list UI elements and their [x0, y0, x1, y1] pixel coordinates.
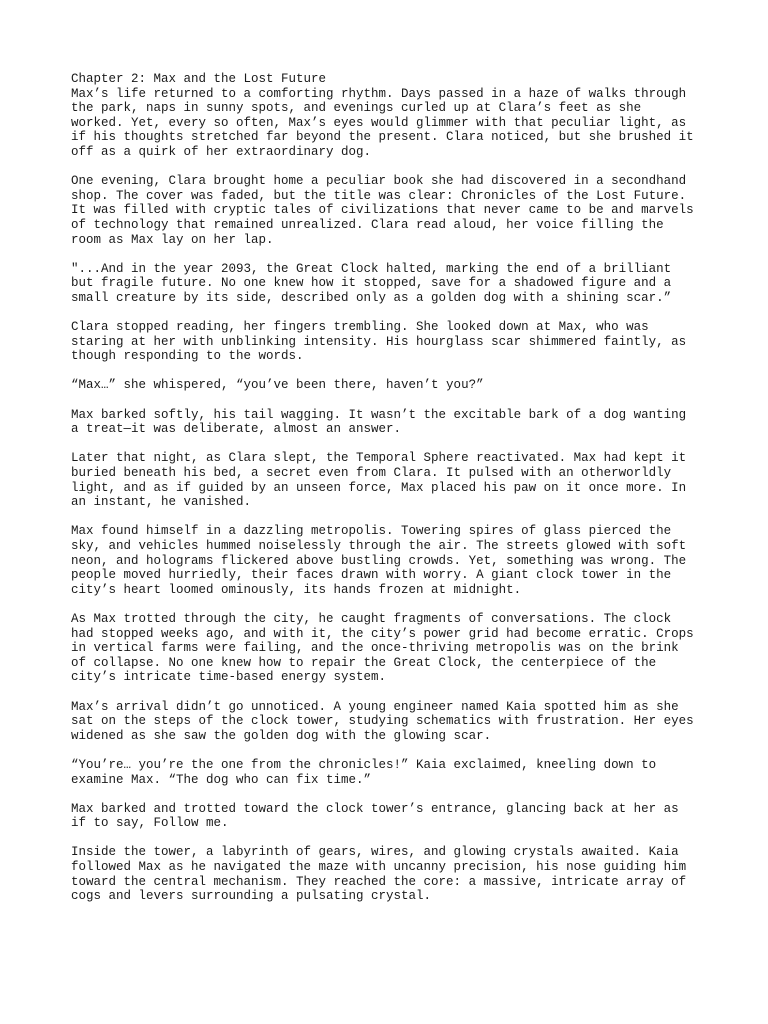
- paragraph: Max barked and trotted toward the clock tower’s entrance, glancing back at her as if to say, Follow me.: [71, 801, 679, 831]
- chapter-title: Chapter 2: Max and the Lost Future: [71, 72, 327, 86]
- paragraph: Max’s life returned to a comforting rhythm. Days passed in a haze of walks through the park, naps in sunny spots, and evenings curled up at Clara’s feet as she worked. Yet, every so often, Max’s eyes would glimmer with that peculiar light, as if his thoughts stretched far beyond the present. Clara noticed, but she brushed it off as a quirk of her extraordinary dog.: [71, 86, 694, 159]
- paragraph: As Max trotted through the city, he caught fragments of conversations. The clock had stopped weeks ago, and with it, the city’s power grid had become erratic. Crops in vertical farms were failing, and the once-thriving metropolis was on the brink of collapse. No one knew how to repair the Great Clock, the centerpiece of the city’s intricate time-based energy system.: [71, 611, 694, 685]
- paragraph: "...And in the year 2093, the Great Clock halted, marking the end of a brilliant but fragile future. No one knew how it stopped, save for a shadowed figure and a small creature by its side, described only as a golden dog with a shining scar.”: [71, 261, 672, 305]
- paragraph: Clara stopped reading, her fingers trembling. She looked down at Max, who was staring at her with unblinking intensity. His hourglass scar shimmered faintly, as though responding to the words.: [71, 320, 687, 364]
- document-body: [71, 72, 711, 918]
- paragraph: Inside the tower, a labyrinth of gears, wires, and glowing crystals awaited. Kaia followed Max as he navigated the maze with uncanny precision, his nose guiding him toward the central mechanism. They reached the core: a massive, intricate array of cogs and levers surrounding a pulsating crystal.: [71, 845, 687, 904]
- paragraph: Max barked softly, his tail wagging. It wasn’t the excitable bark of a dog wanting a treat—it was deliberate, almost an answer.: [71, 407, 687, 437]
- paragraph: Max’s arrival didn’t go unnoticed. A young engineer named Kaia spotted him as she sat on the steps of the clock tower, studying schematics with frustration. Her eyes widened as she saw the golden dog with the glowing scar.: [71, 699, 694, 743]
- paragraph: Max found himself in a dazzling metropolis. Towering spires of glass pierced the sky, and vehicles hummed noiselessly through the air. The streets glowed with soft neon, and holograms flickered above bustling crowds. Yet, something was wrong. The people moved hurriedly, their faces drawn with worry. A giant clock tower in the city’s heart loomed ominously, its hands frozen at midnight.: [71, 524, 687, 597]
- paragraph: Later that night, as Clara slept, the Temporal Sphere reactivated. Max had kept it buried beneath his bed, a secret even from Clara. It pulsed with an otherworldly light, and as if guided by an unseen force, Max placed his paw on it once more. In an instant, he vanished.: [71, 451, 687, 510]
- paragraph: “You’re… you’re the one from the chronicles!” Kaia exclaimed, kneeling down to examine Max. “The dog who can fix time.”: [71, 757, 657, 787]
- paragraph: “Max…” she whispered, “you’ve been there, haven’t you?”: [71, 378, 484, 393]
- paragraph: One evening, Clara brought home a peculiar book she had discovered in a secondhand shop. The cover was faded, but the title was clear: Chronicles of the Lost Future. It was filled with cryptic tales of civilizations that never came to be and marvels of technology that remained unrealized. Clara read aloud, her voice filling the room as Max lay on her lap.: [71, 174, 694, 247]
